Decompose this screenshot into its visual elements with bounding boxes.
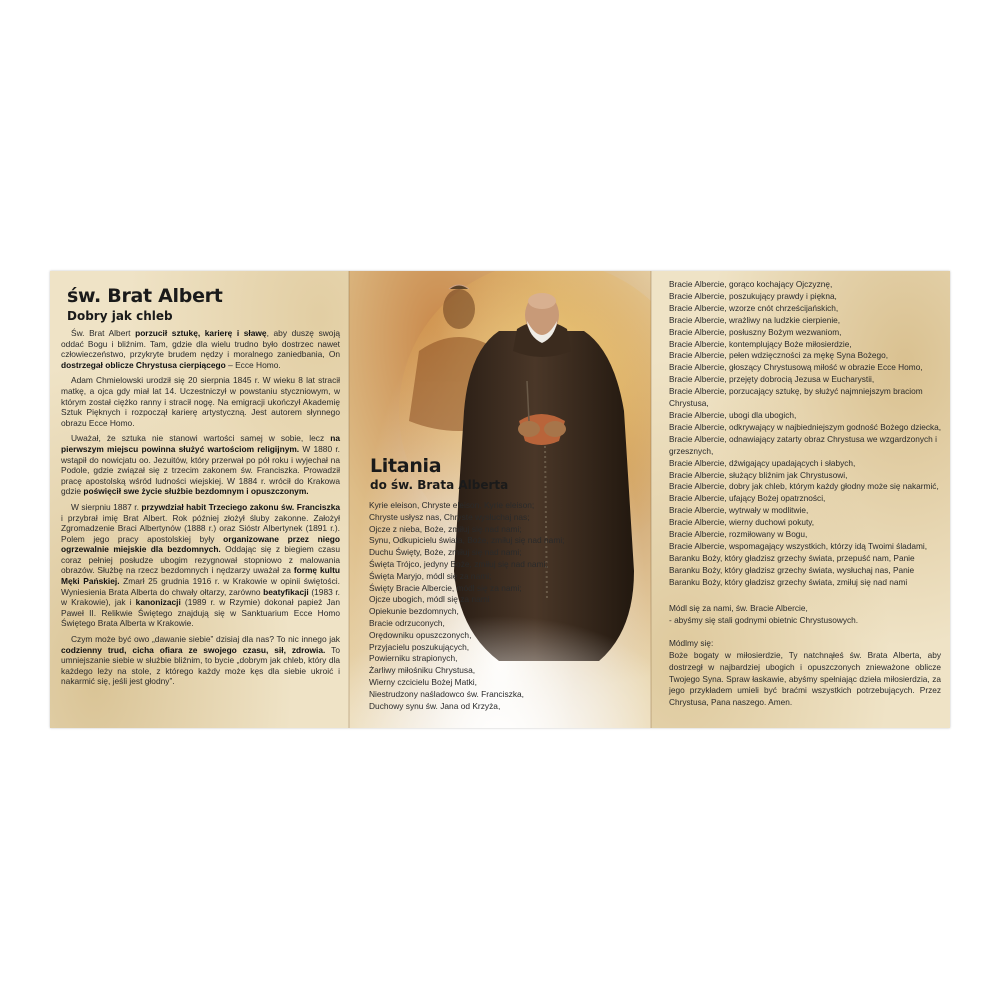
invocation-line: Bracie Albercie, rozmiłowany w Bogu, bbox=[669, 529, 808, 540]
invocation-line: Bracie Albercie, ubogi dla ubogich, bbox=[669, 409, 797, 420]
litany-line: Ojcze z nieba, Boże, zmiłuj się nad nami; bbox=[369, 523, 522, 534]
litany-subtitle: do św. Brata Alberta bbox=[370, 478, 509, 492]
invocation-line: Bracie Albercie, kontemplujący Boże miłosierdzie, bbox=[669, 338, 852, 349]
litany-line: Kyrie eleison, Chryste eleison, Kyrie eleison; bbox=[369, 500, 535, 510]
invocation-line: Baranku Boży, który gładzisz grzechy świata, przepuść nam, Panie bbox=[669, 552, 915, 563]
bio-text bbox=[61, 328, 340, 692]
litany-lines bbox=[369, 500, 569, 712]
litany-line: Święta Trójco, jedyny Boże, zmiłuj się nad nami; bbox=[369, 558, 548, 569]
bio-title: św. Brat Albert bbox=[67, 285, 223, 307]
invocation-line: Bracie Albercie, wrażliwy na ludzkie cierpienie, bbox=[669, 314, 841, 325]
prayer-leaflet bbox=[50, 271, 950, 728]
invocation-line: Bracie Albercie, ufający Bożej opatrzności, bbox=[669, 493, 826, 504]
invocation-line: Bracie Albercie, wzorze cnót chrześcijańskich, bbox=[669, 302, 839, 313]
litany-line: Ojcze ubogich, módl się za nami bbox=[369, 594, 490, 605]
bio-text-run: , aby duszę swoją oddać Bogu i bliźnim. Tam, gdzie dla wielu trudno było dostrzec nawet człowieczeństwo, przykryte brudem nędzy i moralnego zaniedbania, On bbox=[61, 328, 340, 360]
bio-text-run: i przybrał imię Brat Albert. Rok później złożył śluby zakonne. Założył Zgromadzenie Braci Albertynów (1888 r.) oraz Sióstr Albertynek (1891 r.). Polem jego pracy apostolskiej były bbox=[61, 512, 340, 544]
bio-paragraph bbox=[61, 433, 340, 497]
litany-line: Chryste usłysz nas, Chryste wysłuchaj nas; bbox=[369, 511, 530, 522]
invocation-line: Bracie Albercie, głoszący Chrystusową miłość w obrazie Ecce Homo, bbox=[669, 362, 923, 373]
litany-line: Święta Maryjo, módl się za nami; bbox=[369, 570, 492, 581]
litany-line: Orędowniku opuszczonych, bbox=[369, 629, 472, 640]
litany-line: Synu, Odkupicielu świata, Boże, zmiłuj się nad nami; bbox=[369, 535, 565, 546]
invocation-line: Bracie Albercie, dźwigający upadających i słabych, bbox=[669, 457, 856, 468]
bio-text-run: Adam Chmielowski urodził się 20 sierpnia 1845 r. W wieku 8 lat stracił matkę, a ojca gdy miał lat 14. Uczestniczył w powstaniu styczniowym, w którym został ciężko ranny i stracił nogę. Na emigracji ukończył Akademię Sztuk Pięknych i rozpoczął karierę artystyczną. Jest autorem słynnego obrazu Ecce Homo. bbox=[61, 375, 340, 428]
litany-line: Wierny czcicielu Bożej Matki, bbox=[369, 676, 477, 687]
bio-emphasis: poświęcił swe życie służbie bezdomnym i opuszczonym. bbox=[83, 486, 309, 497]
bio-emphasis: przywdział habit Trzeciego zakonu św. Franciszka bbox=[141, 501, 341, 512]
bio-text-run: Zmarł 25 grudnia 1916 r. w Krakowie w opinii świętości. Wyniesienia Brata Alberta do chwały ołtarzy, zarówno bbox=[61, 576, 340, 597]
bio-text-run: W sierpniu 1887 r. bbox=[71, 501, 142, 512]
invocation-line: Bracie Albercie, służący bliźnim jak Chrystusowi, bbox=[669, 469, 848, 480]
bio-text-run: W 1880 r. wstąpił do nowicjatu oo. Jezuitów, który przerwał po pół roku i wyjechał na Podole, gdzie związał się z trzecim zakonem św. Franciszka. Prowadził pracę apostolską wśród ludności wiejskiej. W 1884 r. wrócił do Krakowa gdzie bbox=[61, 443, 340, 497]
litany-line: Żarliwy miłośniku Chrystusa, bbox=[369, 665, 476, 676]
panel-litany-continued bbox=[651, 271, 950, 728]
litany-line: Duchowy synu św. Jana od Krzyża, bbox=[369, 700, 501, 711]
oremus-label: Módlmy się: bbox=[669, 637, 714, 648]
bio-text-run: – Ecce Homo. bbox=[225, 359, 281, 370]
invocation-line: Bracie Albercie, odnawiający zatarty obraz Chrystusa we wzgardzonych i grzesznych, bbox=[669, 433, 937, 456]
closing-prayer bbox=[669, 603, 941, 709]
invocation-line: Bracie Albercie, przejęty dobrocią Jezusa w Eucharystii, bbox=[669, 374, 875, 385]
bio-text-run: Czym może być owo „dawanie siebie” dzisiaj dla nas? To nic innego jak bbox=[71, 634, 340, 645]
invocation-line: Bracie Albercie, pełen wdzięczności za mękę Syna Bożego, bbox=[669, 350, 889, 361]
bio-text-run: Oddając się z biegiem czasu coraz pełniej posłudze ubogim rezygnował stopniowo z malowania obrazów. Służbę na rzecz bezdomnych i nędzarzy uważał za bbox=[61, 544, 340, 576]
pray-line-2: - abyśmy się stali godnymi obietnic Chrystusowych. bbox=[669, 614, 859, 625]
invocation-line: Bracie Albercie, wspomagający wszystkich, którzy idą Twoimi śladami, bbox=[669, 540, 928, 551]
bio-subtitle: Dobry jak chleb bbox=[67, 309, 173, 323]
bio-emphasis: dostrzegał oblicze Chrystusa cierpiącego bbox=[61, 359, 226, 370]
litany-line: Duchu Święty, Boże, zmiłuj się nad nami; bbox=[369, 547, 522, 558]
invocation-line: Bracie Albercie, poszukujący prawdy i piękna, bbox=[669, 290, 837, 301]
panel-litany bbox=[349, 271, 651, 728]
bio-text-run: Uważał, że sztuka nie stanowi wartości samej w sobie, lecz bbox=[71, 433, 331, 444]
invocation-line: Bracie Albercie, dobry jak chleb, którym każdy głodny może się nakarmić, bbox=[669, 481, 939, 492]
invocation-list bbox=[669, 279, 944, 589]
litany-line: Bracie odrzuconych, bbox=[369, 617, 445, 628]
invocation-line: Bracie Albercie, odkrywający w najbiedniejszym godność Bożego dziecka, bbox=[669, 421, 942, 432]
fold-line bbox=[348, 271, 350, 728]
bio-paragraph bbox=[61, 328, 340, 370]
bio-paragraph bbox=[61, 375, 340, 428]
invocation-line: Bracie Albercie, gorąco kochający Ojczyznę, bbox=[669, 279, 833, 289]
litany-line: Powierniku strapionych, bbox=[369, 653, 458, 664]
invocation-line: Bracie Albercie, wierny duchowi pokuty, bbox=[669, 517, 815, 528]
fold-line bbox=[650, 271, 652, 728]
bio-emphasis: kanonizacji bbox=[135, 597, 181, 608]
litany-line: Przyjacielu poszukujących, bbox=[369, 641, 470, 652]
bio-emphasis: organizowane przez niego ogrzewalnie miejskie dla bezdomnych. bbox=[61, 533, 341, 555]
bio-paragraph bbox=[61, 634, 340, 687]
prayer-text: Boże bogaty w miłosierdzie, Ty natchnąłeś św. Brata Alberta, aby dostrzegł w najbardziej ubogich i opuszczonych znieważone oblicze Twojego Syna. Spraw łaskawie, abyśmy spełniając dzieła miłosierdzia, za jego przykładem umieli być braćmi wszystkich potrzebujących. Przez Chrystusa, Pana naszego. Amen. bbox=[669, 649, 941, 708]
bio-text-run: Św. Brat Albert bbox=[71, 328, 136, 338]
bio-emphasis: na pierwszym miejscu powinna służyć wartościom religijnym. bbox=[61, 433, 340, 454]
litany-line: Święty Bracie Albercie, módl się za nami; bbox=[369, 582, 522, 593]
invocation-line: Bracie Albercie, wytrwały w modlitwie, bbox=[669, 505, 809, 516]
invocation-line: Baranku Boży, który gładzisz grzechy świata, zmiłuj się nad nami bbox=[669, 576, 908, 587]
litany-title: Litania bbox=[370, 455, 442, 477]
bio-emphasis: formę kultu Męki Pańskiej. bbox=[61, 565, 340, 587]
bio-text-run: (1983 r. w Krakowie), jak i bbox=[61, 586, 340, 608]
bio-emphasis: beatyfikacji bbox=[263, 586, 309, 597]
bio-paragraph bbox=[61, 502, 340, 629]
bio-emphasis: codzienny trud, cicha ofiara ze swojego czasu, sił, zdrowia. bbox=[61, 644, 326, 655]
invocation-line: Bracie Albercie, posłuszny Bożym wezwaniom, bbox=[669, 326, 842, 337]
bio-text-run: (1989 r. w Rzymie) dokonał papież Jan Paweł II. Relikwie Świętego znajdują się w Sanktuarium Ecce Homo Świętego Brata Alberta w Krakowie. bbox=[61, 597, 340, 629]
litany-line: Niestrudzony naśladowco św. Franciszka, bbox=[369, 688, 525, 699]
bio-emphasis: porzucił sztukę, karierę i sławę bbox=[135, 328, 267, 338]
panel-biography bbox=[50, 271, 349, 728]
pray-line-1: Módl się za nami, św. Bracie Albercie, bbox=[669, 603, 808, 613]
invocation-line: Baranku Boży, który gładzisz grzechy świata, wysłuchaj nas, Panie bbox=[669, 564, 915, 575]
bio-text-run: To umniejszanie siebie w służbie bliźnim, to bycie „dobrym jak chleb, który dla każdego leży na stole, z którego każdy może kęs dla siebie ukroić i nakarmić się, jeśli jest głodny”. bbox=[61, 644, 340, 687]
invocation-line: Bracie Albercie, porzucający sztukę, by służyć najmniejszym braciom Chrystusa, bbox=[669, 386, 923, 409]
litany-line: Opiekunie bezdomnych, bbox=[369, 606, 459, 617]
